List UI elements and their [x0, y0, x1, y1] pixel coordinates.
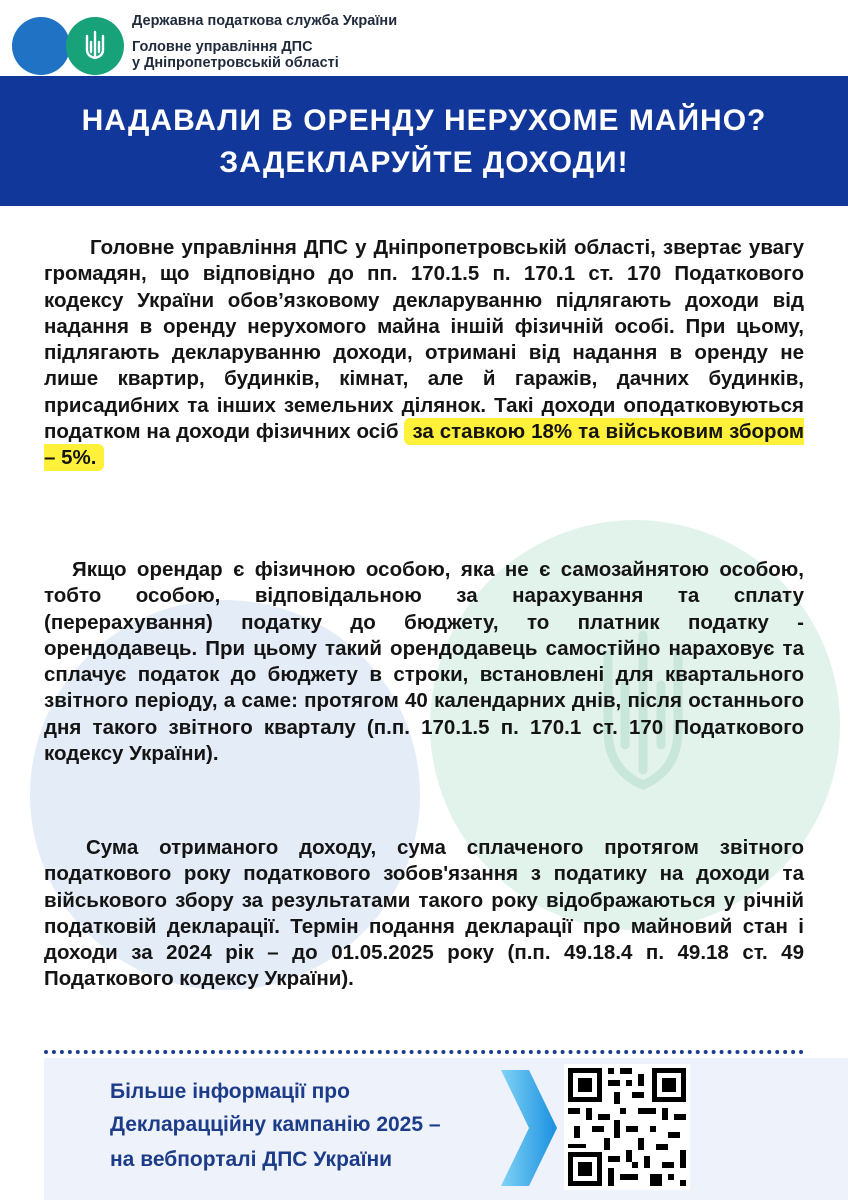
footer-line3: на вебпорталі ДПС України [110, 1148, 393, 1171]
title-banner [0, 76, 848, 206]
paragraph-declaration-deadline [44, 835, 804, 993]
paragraph-rental-income [44, 235, 804, 472]
banner-title-line1: НАДАВАЛИ В ОРЕНДУ НЕРУХОМЕ МАЙНО? [81, 104, 767, 137]
dotted-divider [44, 1050, 804, 1054]
qr-code-icon[interactable] [564, 1064, 690, 1190]
header [0, 0, 848, 76]
dept-name-line1: Головне управління ДПС [132, 39, 313, 55]
arrow-right-icon [499, 1068, 559, 1188]
footer-line1: Більше інформації про [110, 1080, 350, 1103]
dept-name-line2: у Дніпропетровській області [132, 55, 339, 71]
footer-info-box [44, 1058, 848, 1200]
paragraph-declaration-deadline-text: Сума отриманого доходу, сума сплаченого протягом звітного податкового року податкового зобов'язання з податику на доходи та військового збору за результатами такого року відображаються у річній податковій декларації. Термін подання декларації про майновий стан і доходи за 2024 рік – до 01.05.2025 року (п.п. 49.18.4 п. 49.18 ст. 49 Податкового кодексу України). [44, 836, 804, 991]
paragraph-rental-income-text: Головне управління ДПС у Дніпропетровській області, звертає увагу громадян, що відповідно до пп. 170.1.5 п. 170.1 ст. 170 Податкового кодексу України обов’язковому декларуванню підлягають доходи від надання в оренду нерухомого майна іншій фізичній особі. При цьому, підлягають декларуванню доходи, отримані від надання в оренду не лише квартир, будинків, кімнат, але й гаражів, дачних будинків, присадибних та інших земельних ділянок. Такі доходи оподатковуються податком на доходи фізичних осіб [44, 236, 804, 444]
paragraph-tenant-individual [44, 557, 804, 767]
tax-rate-highlight: за ставкою 18% та військовим збором – 5%. [44, 420, 804, 470]
org-name: Державна податкова служба України [132, 13, 398, 29]
footer-line2: Декларацційну кампанію 2025 – [110, 1113, 441, 1136]
banner-title-line2: ЗАДЕКЛАРУЙТЕ ДОХОДИ! [219, 146, 629, 179]
logo-green-circle [66, 17, 124, 75]
trident-emblem-icon [83, 30, 107, 62]
paragraph-tenant-individual-text: Якщо орендар є фізичною особою, яка не є самозайнятою особою, тобто особою, відповідальною за нарахування та сплату (перерахування) податку до бюджету, то платник податку - орендодавець. При цьому такий орендодавець самостійно нараховує та сплачує податок до бюджету в строки, встановлені для квартального звітного періоду, а саме: протягом 40 календарних днів, після останнього дня такого звітного кварталу (п.п. 170.1.5 п. 170.1 ст. 170 Податкового кодексу України). [44, 558, 804, 766]
logo-blue-circle [12, 17, 70, 75]
